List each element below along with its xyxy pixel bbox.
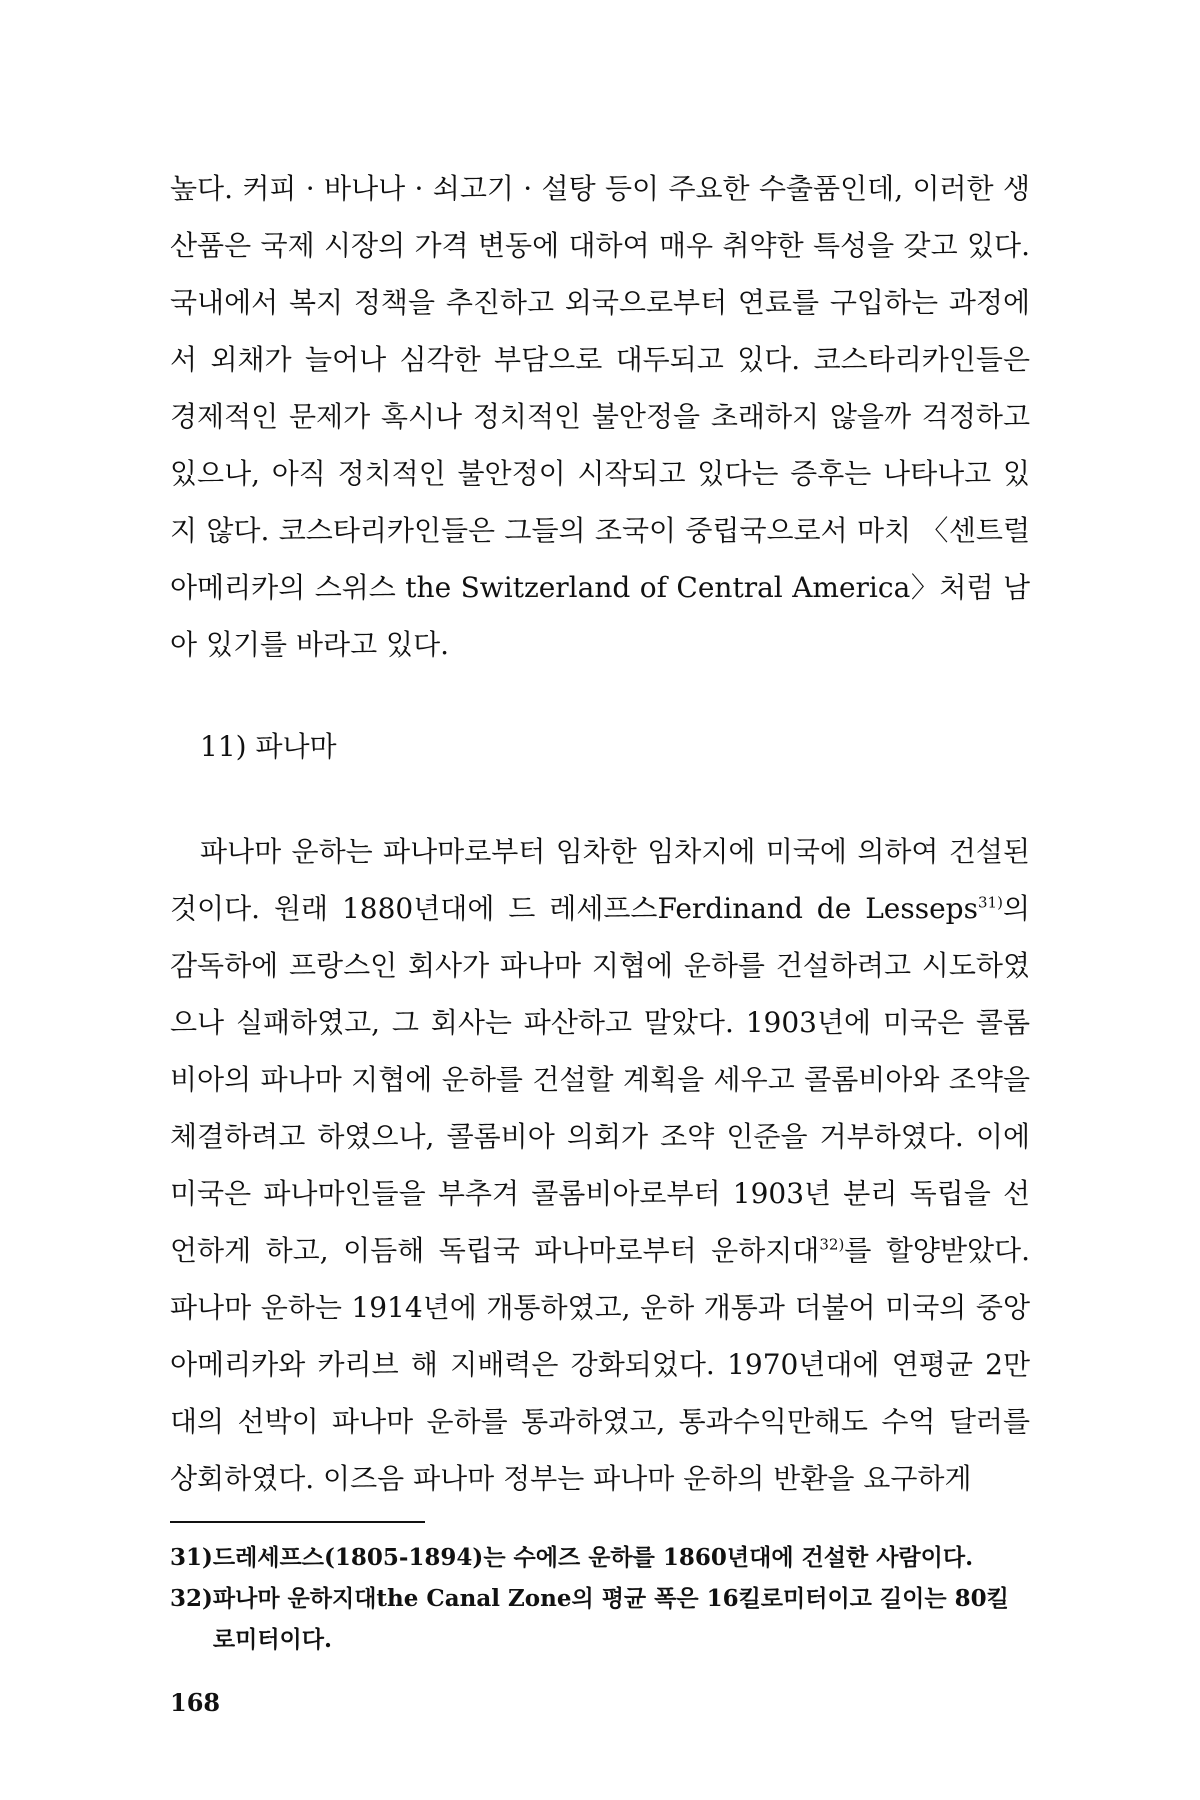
paragraph-text-segment: 파나마 운하는 파나마로부터 임차한 임차지에 미국에 의하여 건설된 것이다. 원래 1880년대에 드 레세프스Ferdinand de Lesseps <box>170 835 1030 925</box>
footnote-ref-32: 32) <box>819 1235 845 1254</box>
paragraph-text-segment: 를 할양받았다. 파나마 운하는 1914년에 개통하였고, 운하 개통과 더불어 미국의 중앙아메리카와 카리브 해 지배력은 강화되었다. 1970년대에 연평균 2만 대의 선박이 파나마 운하를 통과하였고, 통과수익만해도 수억 달러를 상회하였다. 이즈음 파나마 정부는 파나마 운하의 반환을 요구하게 <box>170 1234 1030 1495</box>
footnote-text: 드레세프스(1805-1894)는 수에즈 운하를 1860년대에 건설한 사람이다. <box>212 1544 974 1571</box>
book-page <box>170 160 1030 1717</box>
footnote-32 <box>170 1578 1030 1660</box>
body-paragraph-costa-rica: 높다. 커피 · 바나나 · 쇠고기 · 설탕 등이 주요한 수출품인데, 이러한 생산품은 국제 시장의 가격 변동에 대하여 매우 취약한 특성을 갖고 있다. 국내에서 복지 정책을 추진하고 외국으로부터 연료를 구입하는 과정에서 외채가 늘어나 심각한 부담으로 대두되고 있다. 코스타리카인들은 경제적인 문제가 혹시나 정치적인 불안정을 초래하지 않을까 걱정하고 있으나, 아직 정치적인 불안정이 시작되고 있다는 증후는 나타나고 있지 않다. 코스타리카인들은 그들의 조국이 중립국으로서 마치 〈센트럴아메리카의 스위스 the Switzerland of Central America〉처럼 남아 있기를 바라고 있다. <box>170 172 1030 661</box>
footnotes <box>170 1537 1030 1660</box>
footnote-ref-31: 31) <box>977 893 1003 912</box>
page-number: 168 <box>170 1688 221 1717</box>
footnote-text: 파나마 운하지대the Canal Zone의 평균 폭은 16킬로미터이고 길이는 80킬로미터이다. <box>212 1585 1009 1653</box>
footnote-number: 31) <box>170 1544 213 1571</box>
section-heading-panama: 11) 파나마 <box>200 730 337 763</box>
footnote-divider <box>170 1521 425 1523</box>
footnote-31 <box>170 1537 1030 1578</box>
body-paragraph-panama <box>170 823 1030 1507</box>
paragraph-text-segment: 의 감독하에 프랑스인 회사가 파나마 지협에 운하를 건설하려고 시도하였으나 실패하였고, 그 회사는 파산하고 말았다. 1903년에 미국은 콜롬비아의 파나마 지협에 운하를 건설할 계획을 세우고 콜롬비아와 조약을 체결하려고 하였으나, 콜롬비아 의회가 조약 인준을 거부하였다. 이에 미국은 파나마인들을 부추겨 콜롬비아로부터 1903년 분리 독립을 선언하게 하고, 이듬해 독립국 파나마로부터 운하지대 <box>170 892 1030 1267</box>
footnote-number: 32) <box>170 1585 213 1612</box>
